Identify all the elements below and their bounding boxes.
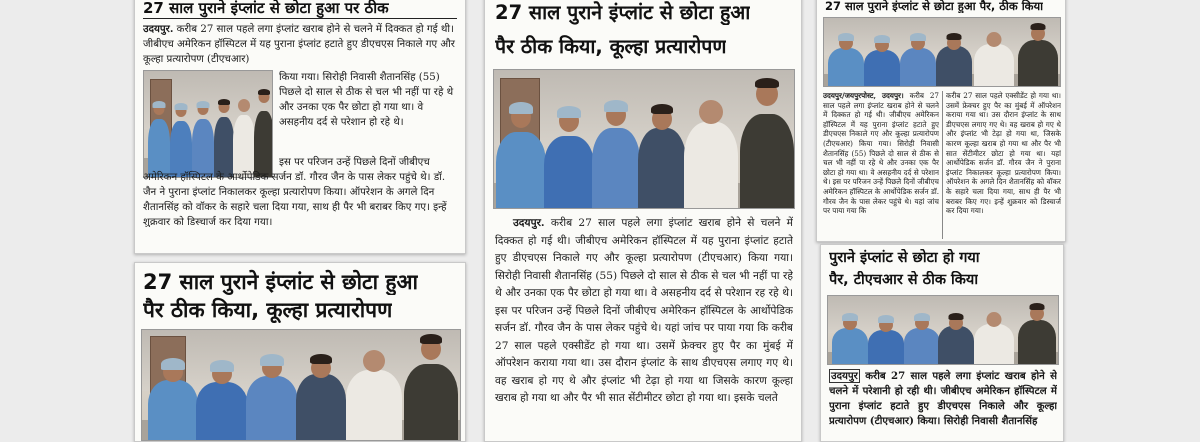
clipping-1-divider — [143, 18, 457, 19]
clipping-1-headline: 27 साल पुराने इंप्लांट से छोटा हुआ पर ठीक — [143, 0, 389, 17]
clipping-4-column-divider — [942, 91, 943, 239]
news-clipping-4 — [816, 0, 1066, 242]
clipping-5-body-text: करीब 27 साल पहले लगा इंप्लांट खराब होने से चलने में परेशानी हो रही थी। जीबीएच अमेरिकन हॉस्पिटल में पुराना इंप्लांट हटाते हुए डीएचएस निकाले और कूल्हा प्रत्यारोपण (टीएचआर) किया। सिरोही निवासी शैतानसिंह — [829, 370, 1057, 427]
clipping-2-headline-line2: पैर ठीक किया, कूल्हा प्रत्यारोपण — [143, 298, 393, 322]
clipping-3-headline-line1: 27 साल पुराने इंप्लांट से छोटा हुआ — [495, 1, 751, 24]
clipping-1-body-bottom-text: इस पर परिजन उन्हें पिछले दिनों जीबीएच अमेरिकन हॉस्पिटल के आर्थोपेडिक सर्जन डॉ. गौरव जैन के पास लेकर पहुंचे थे। डॉ. जैन ने पुराना इंप्लांट निकालकर कूल्हा प्रत्यारोपण किया। ऑपरेशन के अगले दिन शैतानसिंह को वॉकर के सहारे चला दिया गया, साथ ही पैर भी बराबर किए गए। इन्हें शुक्रवार को डिस्चार्ज कर दिया गया। — [143, 157, 447, 227]
news-clipping-3 — [484, 0, 802, 442]
news-clipping-2 — [134, 262, 466, 442]
clipping-3-body — [495, 215, 793, 441]
clipping-4-dateline: उदयपुर/जयपुरपोस्ट, उदयपुर। — [823, 91, 904, 100]
clipping-4-col-left — [823, 91, 939, 241]
clipping-5-body — [829, 369, 1057, 441]
clipping-3-photo — [493, 69, 795, 209]
news-clipping-5 — [820, 244, 1064, 442]
clipping-4-photo — [823, 17, 1061, 87]
clipping-3-headline-line2: पैर ठीक किया, कूल्हा प्रत्यारोपण — [495, 35, 727, 58]
clipping-2-photo — [141, 329, 461, 441]
clipping-1-dateline: उदयपुर. — [143, 23, 174, 35]
clipping-4-col-right: करीब 27 साल पहले एक्सीडेंट हो गया था। उसमें फ्रेक्चर हुए पैर का मुंबई में ऑपरेशन कराया गया था। उस दौरान इंप्लांट के साथ डीएचएस लगाए गए थे। वह खराब हो गए थे और इंप्लांट भी टेढ़ा हो गया था, जिसके कारण कूल्हा खराब हो गया था और पैर भी सात सेंटीमीटर छोटा हो गया था। यहां आर्थोपेडिक सर्जन डॉ. गौरव जैन ने पुराना इंप्लांट निकालकर कूल्हा प्रत्यारोपण किया। ऑपरेशन के अगले दिन शैतानसिंह को वॉकर के सहारे चला दिया गया, साथ ही पैर भी बराबर किए गए। इन्हें शुक्रवार को डिस्चार्ज कर दिया गया। — [946, 91, 1061, 216]
clipping-5-headline-line1: पुराने इंप्लांट से छोटा हो गया — [829, 250, 980, 266]
clipping-3-body-text: करीब 27 साल पहले लगा इंप्लांट खराब होने से चलने में दिक्कत हो गई थी। जीबीएच अमेरिकन हॉस्पिटल में यह पुराना इंप्लांट हटाते हुए डीएचएस निकाले गए और कूल्हा प्रत्यारोपण (टीएचआर) किया गया। सिरोही निवासी शैतानसिंह (55) पिछले दो साल से ठीक से चल भी नहीं पा रहे थे और उनका एक पैर छोटा हो गया था। वे असहनीय दर्द से परेशान रह रहे थे। इस पर परिजन उन्हें पिछले दिनों जीबीएच अमेरिकन हॉस्पिटल के आर्थोपेडिक सर्जन डॉ. गौरव जैन के पास लेकर पहुंचे थे। यहां जांच पर पाया गया कि करीब 27 साल पहले एक्सीडेंट हो गया था। उसमें फ्रेक्चर हुए पैर का मुंबई में ऑपरेशन कराया गया था। उस दौरान इंप्लांट के साथ डीएचएस लगाए गए थे। वह खराब हो गए थे और इंप्लांट भी टेढ़ा हो गया था जिसके कारण कूल्हा खराब हो गया था और पैर भी सात सेंटीमीटर छोटा हो गया था। इसके चलते — [495, 217, 793, 404]
clipping-5-dateline: उदयपुर — [831, 370, 858, 382]
clipping-1-para-top: करीब 27 साल पहले लगा इंप्लांट खराब होने से चलने में दिक्कत हो गई थी। जीबीएच अमेरिकन हॉस्पिटल में यह पुराना इंप्लांट हटाते हुए डीएचएस निकाले गए और कूल्हा प्रत्यारोपण (टीएचआर) — [143, 24, 455, 65]
clipping-5-photo — [827, 295, 1059, 365]
clipping-3-dateline: उदयपुर. — [513, 217, 545, 229]
clipping-4-headline: 27 साल पुराने इंप्लांट से छोटा हुआ पैर, ठीक किया — [825, 0, 1044, 13]
clipping-5-headline-line2: पैर, टीएचआर से ठीक किया — [829, 272, 979, 288]
clipping-2-headline-line1: 27 साल पुराने इंप्लांट से छोटा हुआ — [143, 270, 418, 294]
clipping-4-col-left-text: करीब 27 साल पहले लगा इंप्लांट खराब होने से चलने में दिक्कत हो गई थी। जीबीएच अमेरिकन हॉस्पिटल में यह पुराना इंप्लांट हटाते हुए डीएचएस निकाले गए और कूल्हा प्रत्यारोपण (टीएचआर) किया गया। सिरोही निवासी शैतानसिंह (55) पिछले दो साल से ठीक से चल भी नहीं पा रहे थे और उनका एक पैर छोटा हो गया था। वे असहनीय दर्द से परेशान थे। इस पर परिजन उन्हें पिछले दिनों जीबीएच अमेरिकन हॉस्पिटल के आर्थोपेडिक सर्जन डॉ. गौरव जैन के पास लेकर पहुंचे थे। यहां जांच पर पाया गया कि — [823, 91, 939, 216]
news-clipping-1 — [134, 0, 466, 254]
clipping-1-body-top — [143, 22, 459, 68]
clipping-1-body-side: किया गया। सिरोही निवासी शैतानसिंह (55) पिछले दो साल से ठीक से चल भी नहीं पा रहे थे और उनका एक पैर छोटा हो गया था। वे असहनीय दर्द से परेशान हो रहे थे। — [279, 72, 454, 128]
